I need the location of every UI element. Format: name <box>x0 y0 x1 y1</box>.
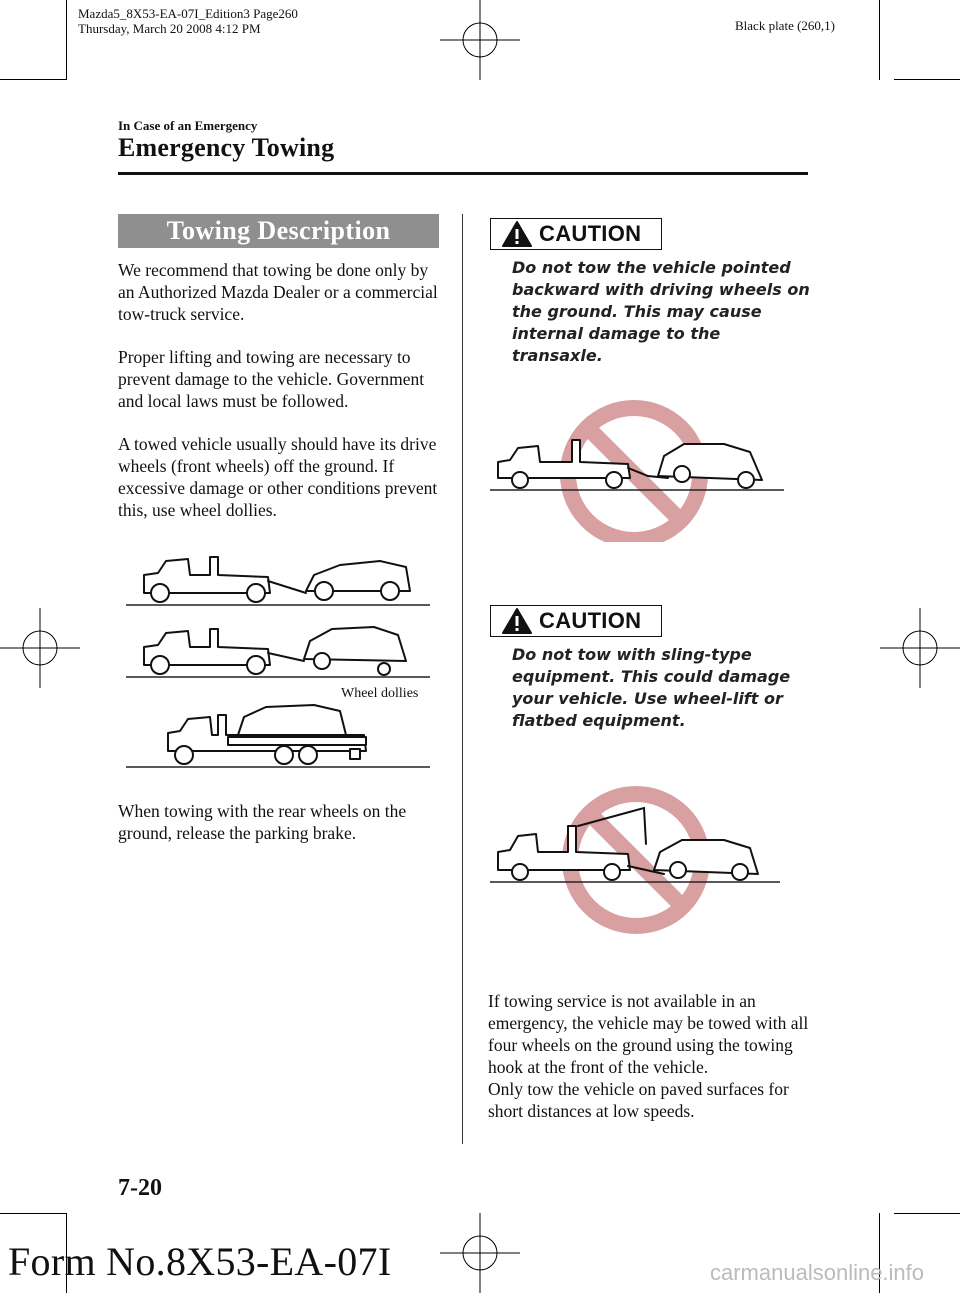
date-line: Thursday, March 20 2008 4:12 PM <box>78 21 261 36</box>
sling-tow-prohibited-figure <box>488 778 788 948</box>
column-divider <box>462 214 463 1144</box>
wheel-dollies-caption: Wheel dollies <box>341 686 419 701</box>
left-after-figure: When towing with the rear wheels on the ground, release the parking brake. <box>118 801 407 843</box>
registration-mark-icon <box>440 1213 520 1293</box>
crop-mark <box>66 0 67 80</box>
registration-mark-icon <box>880 608 960 688</box>
registration-mark-icon <box>0 608 80 688</box>
title-rule <box>118 172 808 175</box>
crop-mark <box>0 79 66 80</box>
caution-text: Do not tow the vehicle pointed backward with driving wheels on the ground. This may cause internal damage to the transaxle. <box>512 258 810 365</box>
paragraph: If towing service is not available in an emergency, the vehicle may be towed with all four wheels on the ground using the towing hook at the front of the vehicle. <box>488 991 809 1077</box>
towing-methods-figure <box>118 545 438 770</box>
left-body <box>118 259 443 542</box>
paragraph: Proper lifting and towing are necessary to prevent damage to the vehicle. Government and local laws must be followed. <box>118 347 425 411</box>
file-line: Mazda5_8X53-EA-07I_Edition3 Page260 <box>78 6 298 21</box>
right-closing <box>488 990 818 1122</box>
caution-box <box>490 218 662 250</box>
caution-label: CAUTION <box>539 221 642 246</box>
crop-mark <box>879 0 880 80</box>
section-label: In Case of an Emergency <box>118 118 258 133</box>
paragraph: A towed vehicle usually should have its drive wheels (front wheels) off the ground. If excessive damage or other conditions prevent this, use wheel dollies. <box>118 434 438 520</box>
crop-mark <box>0 1213 66 1214</box>
watermark: carmanualsonline.info <box>710 1260 925 1285</box>
caution-box <box>490 605 662 637</box>
caution-text: Do not tow with sling-type equipment. This could damage your vehicle. Use wheel-lift or flatbed equipment. <box>512 645 791 730</box>
flatbed-tow-illustration <box>126 705 430 767</box>
registration-mark-icon <box>440 0 520 80</box>
paragraph: Only tow the vehicle on paved surfaces for short distances at low speeds. <box>488 1079 789 1121</box>
chapter-title: Emergency Towing <box>118 133 335 162</box>
crop-mark <box>894 1213 960 1214</box>
backward-tow-prohibited-figure <box>488 392 788 542</box>
warning-triangle-icon <box>501 220 533 248</box>
wheel-dollies-tow-illustration <box>126 627 430 677</box>
warning-triangle-icon <box>501 607 533 635</box>
page-number: 7-20 <box>118 1175 162 1201</box>
caution-label: CAUTION <box>539 608 642 633</box>
paragraph: We recommend that towing be done only by an Authorized Mazda Dealer or a commercial tow-truck service. <box>118 260 438 324</box>
plate-label: Black plate (260,1) <box>735 18 835 33</box>
form-number: Form No.8X53-EA-07I <box>8 1239 392 1284</box>
file-info <box>78 6 298 36</box>
crop-mark <box>894 79 960 80</box>
section-heading: Towing Description <box>118 214 439 248</box>
wheel-lift-tow-illustration <box>126 557 430 605</box>
